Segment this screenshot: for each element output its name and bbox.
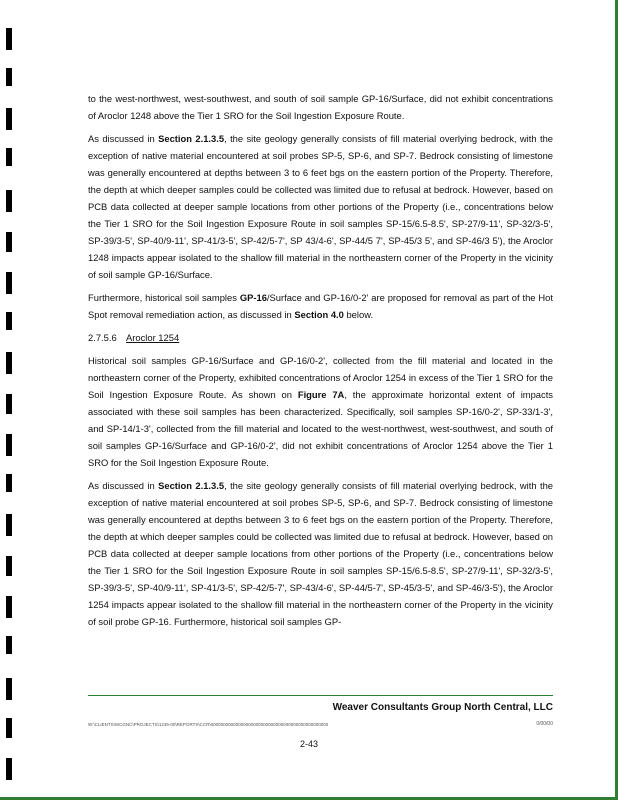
file-date: 0/00/00 <box>536 721 553 727</box>
footer-rule <box>88 695 553 696</box>
file-path-line: W:\CLIENTS\WCGNC\PROJECTS\1235-00\REPORTS\CCR\00000000000000000000000000000000000000000000000 <box>88 722 329 727</box>
binding-marks <box>0 0 16 800</box>
section-ref: Section 2.1.3.5 <box>158 480 225 491</box>
paragraph-3: Furthermore, historical soil samples GP-16/Surface and GP-16/0-2' are proposed for removal as part of the Hot Spot removal remediation action, as discussed in Section 4.0 below. <box>88 292 553 320</box>
paragraph-1: to the west-northwest, west-southwest, and south of soil sample GP-16/Surface, did not exhibit concentrations of Aroclor 1248 above the Tier 1 SRO for the Soil Ingestion Exposure Route. <box>88 93 553 121</box>
page-number: 2-43 <box>299 739 318 749</box>
document-body <box>88 90 553 636</box>
subsection-heading <box>88 329 553 346</box>
paragraph-5: As discussed in Section 2.1.3.5, the site geology generally consists of fill material overlying bedrock, with the exception of native material encountered at soil probes SP-5, SP-6, and SP-7. Bedrock consisting of limestone was generally encountered at depths between 3 to 6 feet bgs on the eastern portion of the Property. Therefore, the depth at which deeper samples could be collected was limited due to refusal at bedrock. However, based on PCB data collected at deeper sample locations from other portions of the Property (i.e., concentrations below the Tier 1 SRO for the Soil Ingestion Exposure Route in soil samples SP-15/6.5-8.5', SP-27/9-11', SP-32/3-5', SP-39/3-5', SP-40/9-11', SP-41/3-5', SP-42/5-7', SP-43/4-6', SP-44/5-7', SP-45/3-5', and SP-46/3-5'), the Aroclor 1254 impacts appear isolated to the shallow fill material in the northeastern corner of the Property in the vicinity of soil probe GP-16. Furthermore, historical soil samples GP- <box>88 480 553 627</box>
subsection-number: 2.7.5.6 <box>88 332 117 343</box>
section-ref: Section 4.0 <box>294 309 344 320</box>
firm-name: Weaver Consultants Group North Central, LLC <box>332 702 553 713</box>
paragraph-4: Historical soil samples GP-16/Surface and GP-16/0-2', collected from the fill material and located in the northeastern corner of the Property, exhibited concentrations of Aroclor 1254 in excess of the Tier 1 SRO for the Soil Ingestion Exposure Route. As shown on Figure 7A, the approximate horizontal extent of impacts associated with these soil samples has been characterized. Specifically, soil samples SP-16/0-2', SP-33/1-3', and SP-14/1-3', collected from the fill material and located to the west-northwest, west-southwest, and south of soil samples GP-16/Surface and GP-16/0-2', did not exhibit concentrations of Aroclor 1254 above the Tier 1 SRO for the Soil Ingestion Exposure Route. <box>88 355 553 468</box>
section-ref: Section 2.1.3.5 <box>158 133 225 144</box>
subsection-title: Aroclor 1254 <box>126 332 180 343</box>
figure-ref: Figure 7A <box>297 389 345 400</box>
paragraph-2: As discussed in Section 2.1.3.5, the site geology generally consists of fill material overlying bedrock, with the exception of native material encountered at soil probes SP-5, SP-6, and SP-7. Bedrock consisting of limestone was generally encountered at depths between 3 to 6 feet bgs on the eastern portion of the Property. Therefore, the depth at which deeper samples could be collected was limited due to refusal at bedrock. However, based on PCB data collected at deeper sample locations from other portions of the Property (i.e., concentrations below the Tier 1 SRO for the Soil Ingestion Exposure Route in soil samples SP-15/6.5-8.5', SP-27/9-11', SP-32/3-5', SP-39/3-5', SP-40/9-11', SP-41/3-5', SP-42/5-7', SP 43/4-6', SP-44/5 7', SP-45/3 5', and SP-46/3 5'), the Aroclor 1248 impacts appear isolated to the shallow fill material in the northeastern corner of the Property in the vicinity of soil sample GP-16/Surface. <box>88 133 553 280</box>
